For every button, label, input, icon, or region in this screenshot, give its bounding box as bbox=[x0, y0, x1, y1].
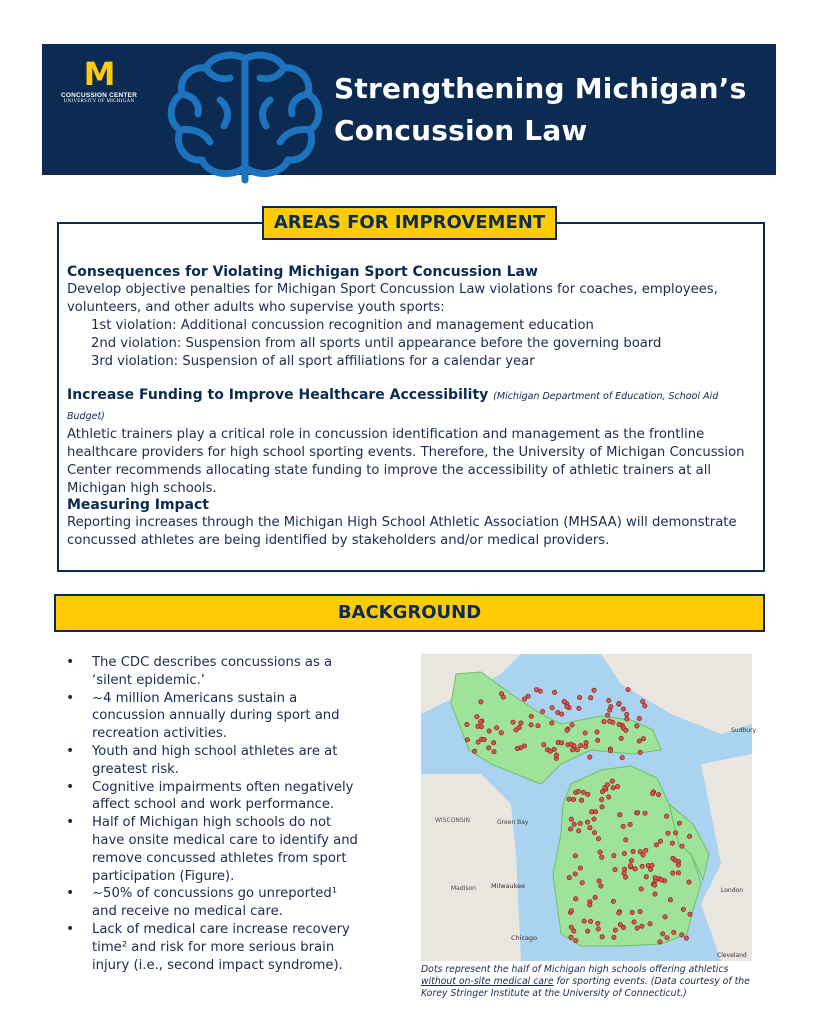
school-dot bbox=[578, 866, 582, 870]
school-dot bbox=[568, 827, 572, 831]
school-dot bbox=[596, 837, 600, 841]
school-dot bbox=[618, 813, 622, 817]
school-dot bbox=[590, 810, 594, 814]
list-item: • Half of Michigan high schools do not have onsite medical care to identify and remove concussed athletes from sport participation (Figure). bbox=[66, 814, 366, 885]
list-item: • ~50% of concussions go unreported¹ and receive no medical care. bbox=[66, 885, 366, 921]
school-dot bbox=[575, 748, 579, 752]
school-dot bbox=[583, 731, 587, 735]
school-dot bbox=[570, 723, 574, 727]
school-dot bbox=[619, 736, 623, 740]
school-dot bbox=[640, 864, 644, 868]
map-label-green-bay: Green Bay bbox=[497, 819, 529, 826]
school-dot bbox=[559, 712, 563, 716]
school-dot bbox=[622, 867, 626, 871]
school-dot bbox=[653, 876, 657, 880]
school-dot bbox=[548, 749, 552, 753]
school-dot bbox=[676, 863, 680, 867]
school-dot bbox=[672, 930, 676, 934]
school-dot bbox=[475, 715, 479, 719]
school-dot bbox=[526, 694, 530, 698]
school-dot bbox=[676, 871, 680, 875]
school-dot bbox=[592, 688, 596, 692]
school-dot bbox=[550, 706, 554, 710]
school-dot bbox=[605, 713, 609, 717]
school-dot bbox=[622, 851, 626, 855]
school-dot bbox=[650, 863, 654, 867]
school-dot bbox=[588, 919, 592, 923]
consequences-text: Develop objective penalties for Michigan Sport Concussion Law violations for coaches, employees, volunteers, and other adults who supervise youth sports: bbox=[67, 282, 718, 315]
school-dot bbox=[567, 797, 571, 801]
school-dot bbox=[624, 838, 628, 842]
school-dot bbox=[637, 716, 641, 720]
school-dot bbox=[540, 709, 544, 713]
consequences-section bbox=[67, 263, 757, 371]
list-item: • Cognitive impairments often negatively affect school and work performance. bbox=[66, 779, 366, 815]
school-dot bbox=[631, 849, 635, 853]
school-dot bbox=[519, 721, 523, 725]
brain-icon bbox=[160, 50, 330, 180]
school-dot bbox=[569, 925, 573, 929]
school-dot bbox=[596, 921, 600, 925]
block-m-logo: M bbox=[83, 55, 115, 93]
school-dot bbox=[577, 706, 581, 710]
school-dot bbox=[681, 907, 685, 911]
school-dot bbox=[665, 936, 669, 940]
school-dot bbox=[569, 817, 573, 821]
school-dot bbox=[494, 726, 498, 730]
school-dot bbox=[584, 740, 588, 744]
school-dot bbox=[517, 725, 521, 729]
header-banner bbox=[42, 44, 776, 175]
school-dot bbox=[663, 915, 667, 919]
impact-heading: Measuring Impact bbox=[67, 497, 209, 513]
school-dot bbox=[608, 749, 612, 753]
impact-text: Reporting increases through the Michigan High School Athletic Association (MHSAA) will demonstrate concussed athletes are being identified by stakeholders and/or medical providers. bbox=[67, 515, 737, 548]
school-dot bbox=[565, 728, 569, 732]
school-dot bbox=[472, 749, 476, 753]
caption-underlined: without on-site medical care bbox=[421, 976, 554, 987]
school-dot bbox=[656, 792, 660, 796]
school-dot bbox=[567, 875, 571, 879]
school-dot bbox=[579, 743, 583, 747]
school-dot bbox=[641, 737, 645, 741]
school-dot bbox=[643, 704, 647, 708]
school-dot bbox=[659, 878, 663, 882]
school-dot bbox=[644, 848, 648, 852]
school-dot bbox=[628, 864, 632, 868]
school-dot bbox=[596, 738, 600, 742]
school-dot bbox=[588, 826, 592, 830]
school-dot bbox=[625, 712, 629, 716]
school-dot bbox=[571, 797, 575, 801]
logo-line-1: CONCUSSION CENTER bbox=[61, 92, 137, 99]
school-dot bbox=[529, 714, 533, 718]
school-dot bbox=[593, 895, 597, 899]
school-dot bbox=[592, 830, 596, 834]
school-dot bbox=[602, 719, 606, 723]
impact-section bbox=[67, 496, 757, 550]
school-dot bbox=[648, 922, 652, 926]
title-line-1: Strengthening Michigan’s bbox=[334, 72, 747, 105]
map-label-wisconsin: WISCONSIN bbox=[435, 817, 470, 824]
school-dot bbox=[613, 867, 617, 871]
school-dot bbox=[479, 700, 483, 704]
school-dot bbox=[554, 753, 558, 757]
school-dot bbox=[629, 858, 633, 862]
school-dot bbox=[639, 887, 643, 891]
school-dot bbox=[585, 820, 589, 824]
school-dot bbox=[565, 704, 569, 708]
school-dot bbox=[621, 824, 625, 828]
consequences-heading: Consequences for Violating Michigan Sport Concussion Law bbox=[67, 264, 538, 280]
school-dot bbox=[617, 701, 621, 705]
map-label-cleveland: Cleveland bbox=[717, 952, 747, 959]
school-dot bbox=[643, 811, 647, 815]
school-dot bbox=[670, 841, 674, 845]
school-dot bbox=[653, 892, 657, 896]
map-label-london: London bbox=[721, 887, 743, 894]
school-dot bbox=[605, 783, 609, 787]
school-dot bbox=[680, 844, 684, 848]
school-dot bbox=[628, 822, 632, 826]
map-caption bbox=[421, 964, 756, 1000]
school-dot bbox=[560, 741, 564, 745]
school-dot bbox=[588, 903, 592, 907]
school-dot bbox=[487, 729, 491, 733]
school-dot bbox=[611, 899, 615, 903]
school-dot bbox=[607, 795, 611, 799]
school-dot bbox=[640, 924, 644, 928]
map-label-madison: Madison bbox=[451, 885, 476, 892]
school-dot bbox=[668, 898, 672, 902]
list-item: • Youth and high school athletes are at greatest risk. bbox=[66, 743, 366, 779]
list-item: • Lack of medical care increase recovery time² and risk for more serious brain injury (i.e., second impact syndrome). bbox=[66, 921, 366, 974]
school-dot bbox=[666, 831, 670, 835]
logo-line-2: UNIVERSITY OF MICHIGAN bbox=[63, 99, 135, 104]
funding-text: Athletic trainers play a critical role in concussion identification and management as the frontline healthcare providers for high school sporting events. Therefore, the University of Michigan Concussion Center recommends allocating state funding to improve the accessibility of athletic trainers at all Michigan high schools. bbox=[67, 427, 745, 496]
caption-part-2: for sporting events. (Data courtesy of the Korey Stringer Institute at the University of Connecticut.) bbox=[421, 976, 750, 999]
concussion-center-logo bbox=[54, 55, 144, 104]
school-dot bbox=[664, 814, 668, 818]
school-dot bbox=[482, 737, 486, 741]
school-dot bbox=[638, 850, 642, 854]
school-dot bbox=[595, 730, 599, 734]
school-dot bbox=[624, 728, 628, 732]
school-dot bbox=[635, 724, 639, 728]
school-dot bbox=[608, 708, 612, 712]
school-dot bbox=[529, 723, 533, 727]
school-dot bbox=[580, 881, 584, 885]
school-dot bbox=[638, 909, 642, 913]
background-heading: BACKGROUND bbox=[54, 594, 765, 632]
school-dot bbox=[658, 940, 662, 944]
school-dot bbox=[600, 805, 604, 809]
school-dot bbox=[572, 822, 576, 826]
school-dot bbox=[487, 746, 491, 750]
school-dot bbox=[542, 743, 546, 747]
school-dot bbox=[536, 724, 540, 728]
funding-heading-row bbox=[67, 386, 757, 426]
school-dot bbox=[671, 856, 675, 860]
school-dot bbox=[491, 741, 495, 745]
school-dot bbox=[574, 938, 578, 942]
school-dot bbox=[637, 739, 641, 743]
school-dot bbox=[476, 724, 480, 728]
school-dot bbox=[588, 755, 592, 759]
school-dot bbox=[586, 929, 590, 933]
school-dot bbox=[611, 786, 615, 790]
school-dot bbox=[574, 897, 578, 901]
list-item: • ~4 million Americans sustain a concussion annually during sport and recreation activities. bbox=[66, 690, 366, 743]
page-title bbox=[334, 68, 746, 152]
school-dot bbox=[597, 879, 601, 883]
school-dot bbox=[511, 720, 515, 724]
school-dot bbox=[599, 797, 603, 801]
school-dot bbox=[636, 811, 640, 815]
school-dot bbox=[613, 928, 617, 932]
school-dot bbox=[515, 746, 519, 750]
school-dot bbox=[617, 911, 621, 915]
school-dot bbox=[630, 910, 634, 914]
map-label-sudbury: Sudbury bbox=[731, 727, 757, 734]
school-dot bbox=[621, 707, 625, 711]
school-dot bbox=[576, 789, 580, 793]
school-dot bbox=[499, 692, 503, 696]
school-dot bbox=[684, 936, 688, 940]
school-dot bbox=[586, 792, 590, 796]
school-dot bbox=[610, 779, 614, 783]
school-dot bbox=[687, 880, 691, 884]
school-dot bbox=[492, 750, 496, 754]
school-dot bbox=[572, 929, 576, 933]
school-dot bbox=[661, 932, 665, 936]
title-line-2: Concussion Law bbox=[334, 114, 588, 147]
school-dot bbox=[652, 883, 656, 887]
school-dot bbox=[612, 853, 616, 857]
school-dot bbox=[562, 699, 566, 703]
map-label-milwaukee: Milwaukee bbox=[491, 882, 526, 890]
violation-1: 1st violation: Additional concussion recognition and management education bbox=[91, 318, 594, 333]
school-dot bbox=[573, 854, 577, 858]
school-dot bbox=[589, 696, 593, 700]
violation-3: 3rd violation: Suspension of all sport affiliations for a calendar year bbox=[91, 354, 535, 369]
school-dot bbox=[625, 717, 629, 721]
school-dot bbox=[607, 698, 611, 702]
school-dot bbox=[680, 933, 684, 937]
map-label-chicago: Chicago bbox=[511, 934, 538, 942]
school-dot bbox=[632, 920, 636, 924]
school-dot bbox=[550, 721, 554, 725]
areas-heading: AREAS FOR IMPROVEMENT bbox=[262, 206, 557, 240]
school-dot bbox=[635, 926, 639, 930]
school-dot bbox=[579, 798, 583, 802]
school-dot bbox=[612, 935, 616, 939]
school-dot bbox=[671, 871, 675, 875]
school-dot bbox=[626, 687, 630, 691]
caption-part-1: Dots represent the half of Michigan high schools offering athletics bbox=[421, 964, 729, 975]
school-dot bbox=[638, 750, 642, 754]
land-wisconsin bbox=[421, 774, 521, 961]
school-dot bbox=[465, 722, 469, 726]
school-dot bbox=[688, 912, 692, 916]
funding-source: (Michigan Department of Education, School Aid Budget) bbox=[67, 391, 719, 422]
school-dot bbox=[677, 821, 681, 825]
school-dot bbox=[617, 722, 621, 726]
school-dot bbox=[570, 748, 574, 752]
school-dot bbox=[620, 755, 624, 759]
school-dot bbox=[658, 839, 662, 843]
school-dot bbox=[592, 817, 596, 821]
school-dot bbox=[596, 927, 600, 931]
school-dot bbox=[633, 867, 637, 871]
school-dot bbox=[644, 875, 648, 879]
school-dot bbox=[569, 742, 573, 746]
school-dot bbox=[581, 790, 585, 794]
school-dot bbox=[599, 884, 603, 888]
school-dot bbox=[608, 719, 612, 723]
school-dot bbox=[621, 925, 625, 929]
school-dot bbox=[577, 695, 581, 699]
school-dot bbox=[600, 935, 604, 939]
school-dot bbox=[476, 740, 480, 744]
school-dot bbox=[478, 720, 482, 724]
school-dot bbox=[641, 699, 645, 703]
school-dot bbox=[615, 784, 619, 788]
school-dot bbox=[499, 731, 503, 735]
school-dot bbox=[600, 855, 604, 859]
school-dot bbox=[673, 831, 677, 835]
school-dot bbox=[465, 738, 469, 742]
school-dot bbox=[650, 792, 654, 796]
school-dot bbox=[578, 821, 582, 825]
school-dot bbox=[622, 871, 626, 875]
school-dot bbox=[569, 935, 573, 939]
funding-heading: Increase Funding to Improve Healthcare Accessibility bbox=[67, 387, 489, 403]
violation-2: 2nd violation: Suspension from all sports until appearance before the governing board bbox=[91, 336, 662, 351]
list-item: • The CDC describes concussions as a ‘silent epidemic.’ bbox=[66, 654, 366, 690]
michigan-schools-map bbox=[421, 654, 757, 961]
school-dot bbox=[569, 909, 573, 913]
school-dot bbox=[687, 834, 691, 838]
school-dot bbox=[577, 829, 581, 833]
background-bullet-list bbox=[66, 654, 366, 974]
school-dot bbox=[654, 843, 658, 847]
school-dot bbox=[552, 690, 556, 694]
funding-section bbox=[67, 386, 757, 498]
school-dot bbox=[582, 919, 586, 923]
school-dot bbox=[538, 689, 542, 693]
map-graphic bbox=[421, 654, 757, 961]
school-dot bbox=[598, 850, 602, 854]
school-dot bbox=[573, 872, 577, 876]
